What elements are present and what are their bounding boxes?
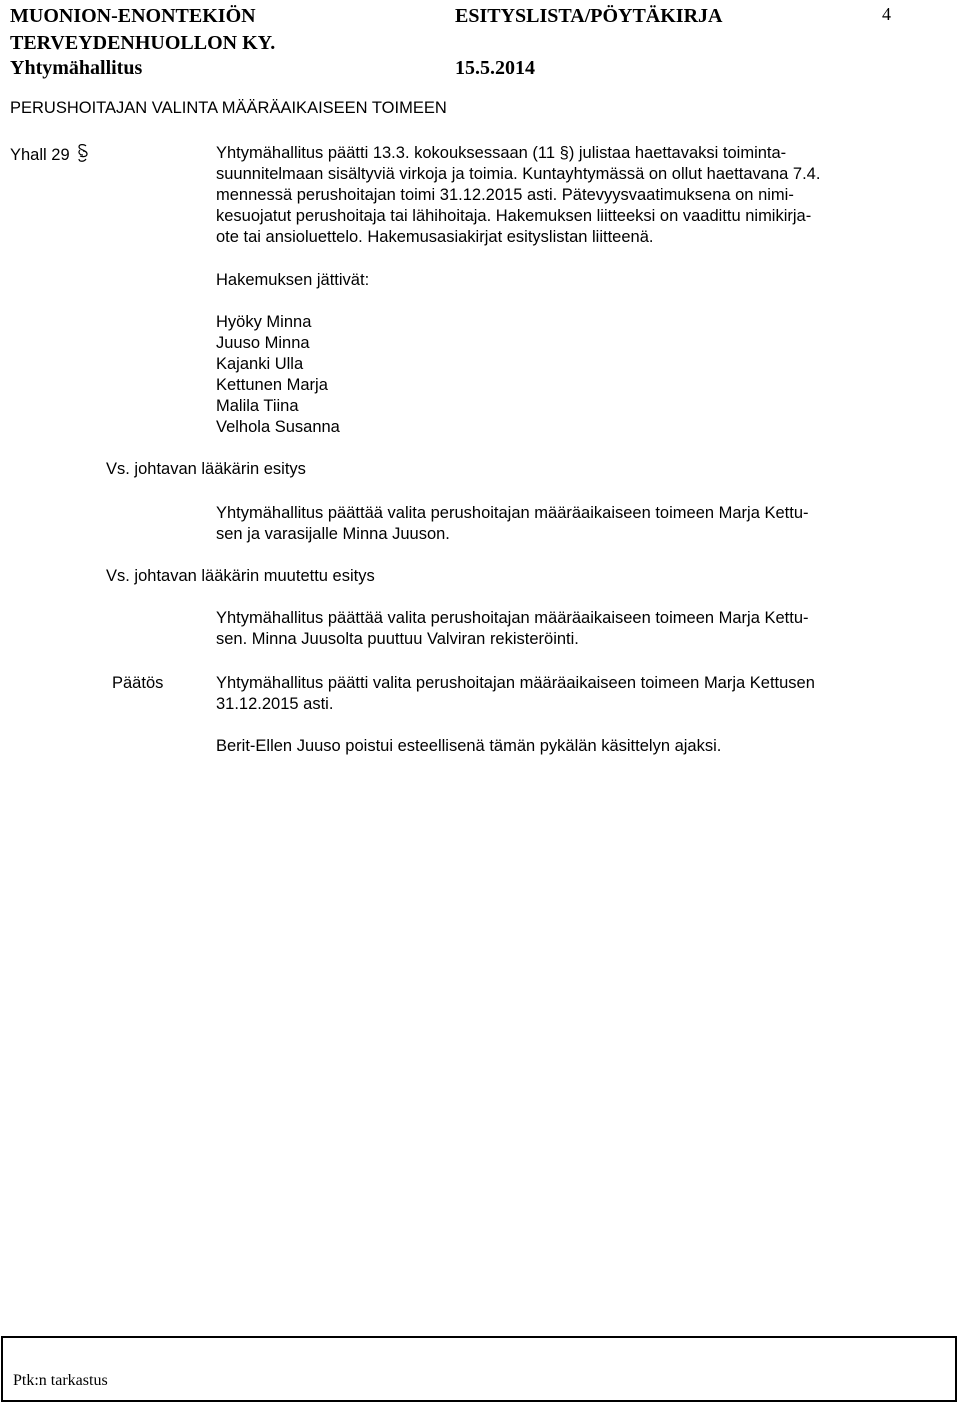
intro-paragraph <box>216 143 820 248</box>
amended-proposal-text <box>216 608 809 650</box>
page-number: 4 <box>882 4 891 24</box>
meeting-date: 15.5.2014 <box>455 57 535 79</box>
organization-name-line1: MUONION-ENONTEKIÖN <box>10 5 256 27</box>
decision-text <box>216 673 815 715</box>
amended-proposal-line: sen. Minna Juusolta puuttuu Valviran rekisteröinti. <box>216 630 579 648</box>
item-reference-label: Yhall 29 <box>10 146 70 164</box>
applicants-heading: Hakemuksen jättivät: <box>216 271 370 289</box>
applicant-name: Malila Tiina <box>216 397 299 415</box>
applicants-list <box>216 312 340 438</box>
decision-line: Yhtymähallitus päätti valita perushoitajan määräaikaiseen toimeen Marja Kettusen <box>216 674 815 692</box>
intro-line: kesuojatut perushoitaja tai lähihoitaja. Hakemuksen liitteeksi on vaadittu nimikirja- <box>216 207 812 225</box>
governing-body: Yhtymähallitus <box>10 57 143 79</box>
intro-line: ote tai ansioluettelo. Hakemusasiakirjat esityslistan liitteenä. <box>216 228 654 246</box>
section-title: PERUSHOITAJAN VALINTA MÄÄRÄAIKAISEEN TOIMEEN <box>10 99 447 117</box>
organization-name-line2: TERVEYDENHUOLLON KY. <box>10 32 276 54</box>
decision-label: Päätös <box>112 674 164 692</box>
amended-proposal-line: Yhtymähallitus päättää valita perushoitajan määräaikaiseen toimeen Marja Kettu- <box>216 609 809 627</box>
section-sign-icon <box>76 143 90 169</box>
proposal-line: Yhtymähallitus päättää valita perushoitajan määräaikaiseen toimeen Marja Kettu- <box>216 504 809 522</box>
applicant-name: Kajanki Ulla <box>216 355 304 373</box>
applicant-name: Velhola Susanna <box>216 418 340 436</box>
applicant-name: Juuso Minna <box>216 334 310 352</box>
decision-note: Berit-Ellen Juuso poistui esteellisenä tämän pykälän käsittelyn ajaksi. <box>216 737 722 755</box>
applicant-name: Hyöky Minna <box>216 313 312 331</box>
minutes-review-label: Ptk:n tarkastus <box>13 1372 108 1389</box>
intro-line: suunnitelmaan sisältyviä virkoja ja toimia. Kuntayhtymässä on ollut haettavana 7.4. <box>216 165 821 183</box>
intro-line: Yhtymähallitus päätti 13.3. kokouksessaan (11 §) julistaa haettavaksi toiminta- <box>216 144 787 162</box>
intro-line: mennessä perushoitajan toimi 31.12.2015 asti. Pätevyysvaatimuksena on nimi- <box>216 186 794 204</box>
amended-proposal-label: Vs. johtavan lääkärin muutettu esitys <box>106 567 375 585</box>
document-type: ESITYSLISTA/PÖYTÄKIRJA <box>455 5 723 27</box>
applicant-name: Kettunen Marja <box>216 376 328 394</box>
proposal-text <box>216 503 809 545</box>
proposal-line: sen ja varasijalle Minna Juuson. <box>216 525 450 543</box>
proposal-label: Vs. johtavan lääkärin esitys <box>106 460 306 478</box>
item-reference <box>10 143 90 169</box>
minutes-review-box <box>1 1336 957 1402</box>
decision-line: 31.12.2015 asti. <box>216 695 334 713</box>
